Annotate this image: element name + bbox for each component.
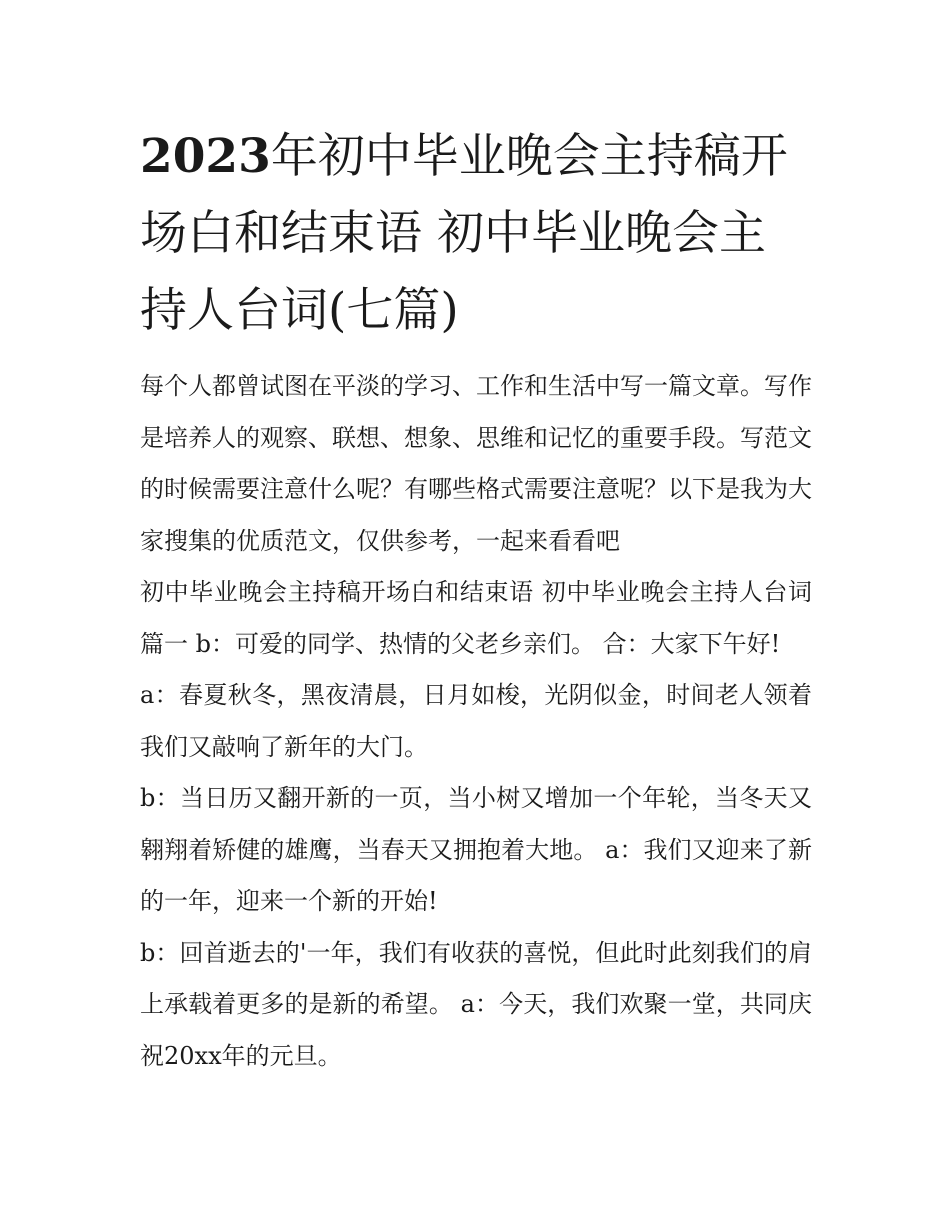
title-text: 年初中毕业晚会主持稿开场白和结束语 初中毕业晚会主持人台词(七篇) xyxy=(140,129,788,338)
document-title xyxy=(140,118,812,349)
document-page xyxy=(140,118,812,1082)
body-paragraph-2: a：春夏秋冬，黑夜清晨，日月如梭，光阴似金，时间老人领着我们又敲响了新年的大门。 xyxy=(140,681,812,761)
body-paragraph-1: 初中毕业晚会主持稿开场白和结束语 初中毕业晚会主持人台词篇一 b：可爱的同学、热情的父老乡亲们。 合：大家下午好! xyxy=(140,578,812,658)
title-year: 2023 xyxy=(140,129,271,184)
intro-paragraph: 每个人都曾试图在平淡的学习、工作和生活中写一篇文章。写作是培养人的观察、联想、想象、思维和记忆的重要手段。写范文的时候需要注意什么呢？有哪些格式需要注意呢？以下是我为大家搜集的优质范文，仅供参考，一起来看看吧 xyxy=(140,372,812,555)
body-paragraph-4: b：回首逝去的'一年，我们有收获的喜悦，但此时此刻我们的肩上承载着更多的是新的希望。 a：今天，我们欢聚一堂，共同庆祝20xx年的元旦。 xyxy=(140,938,812,1070)
body-paragraph-3: b：当日历又翻开新的一页，当小树又增加一个年轮，当冬天又翱翔着矫健的雄鹰，当春天又拥抱着大地。 a：我们又迎来了新的一年，迎来一个新的开始! xyxy=(140,784,812,915)
